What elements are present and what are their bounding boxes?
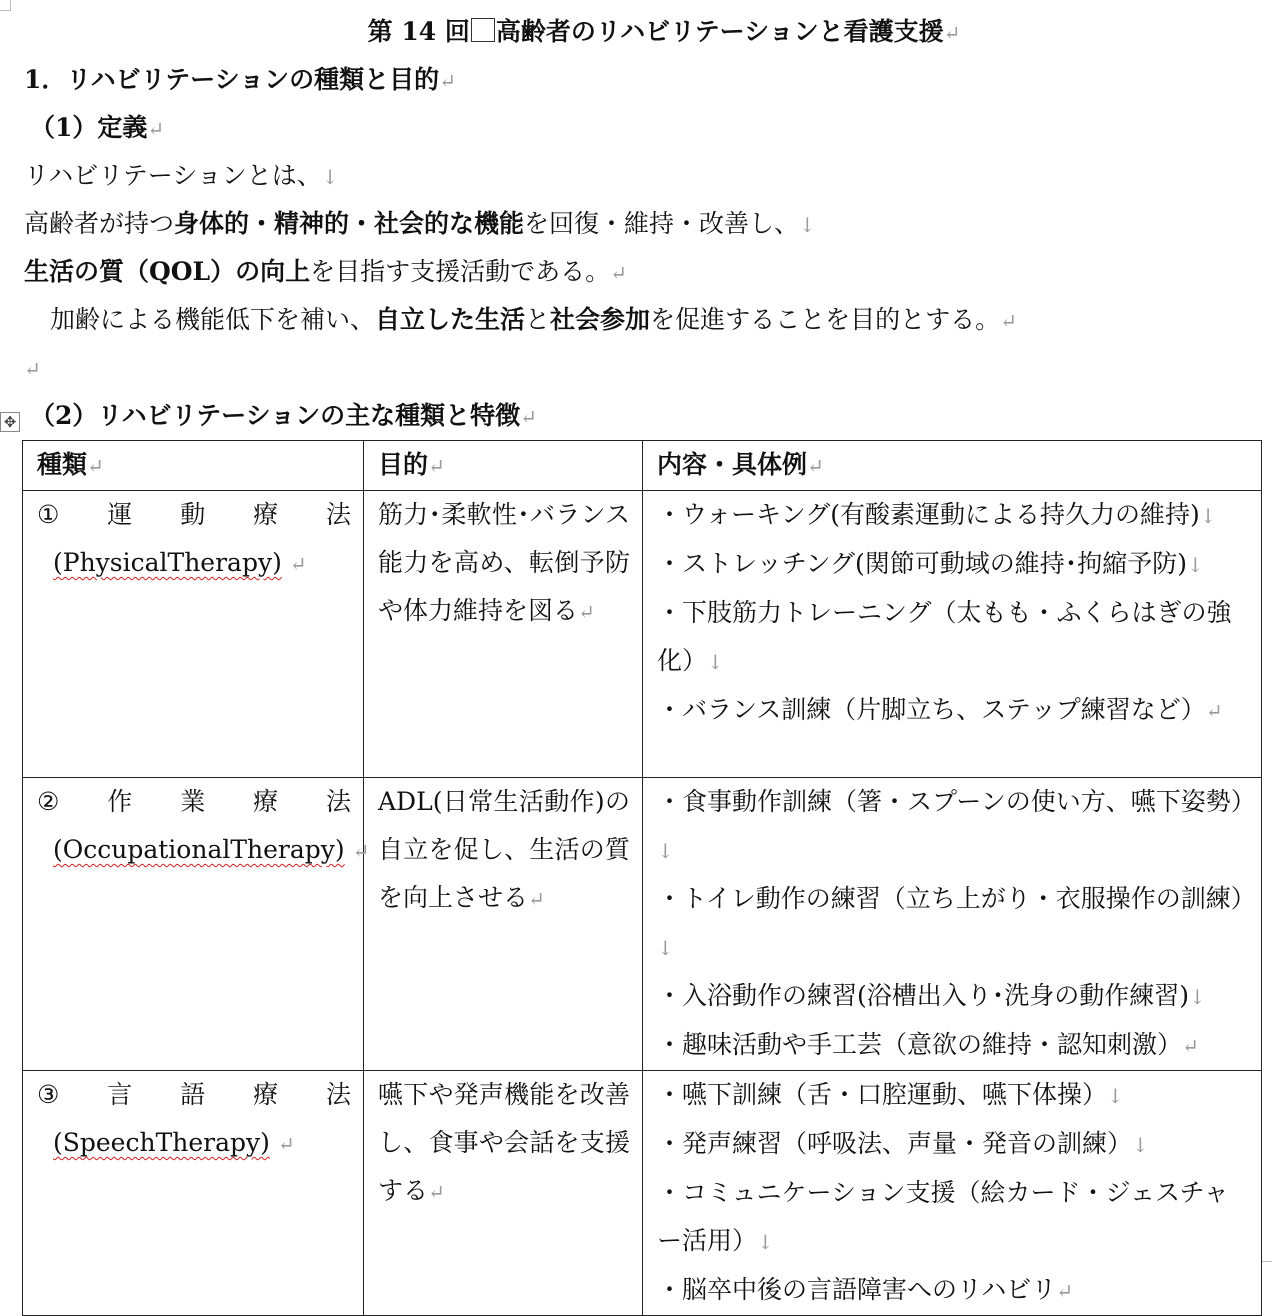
- header-cell-purpose: 目的↵: [364, 441, 643, 491]
- content-item: ・ストレッチング(関節可動域の維持･拘縮予防)↓: [657, 549, 1204, 578]
- content-item: ・コミュニケーション支援（絵カード・ジェスチャー活用）↓: [657, 1178, 1229, 1255]
- header-cell-content: 内容・具体例↵: [643, 441, 1262, 491]
- types-heading: （2）リハビリテーションの主な種類と特徴↵: [30, 401, 537, 430]
- content-item: ・趣味活動や手工芸（意欲の維持・認知刺激）↵: [657, 1030, 1199, 1059]
- content-cell: [643, 1071, 1262, 1316]
- document-body: [24, 8, 1264, 440]
- page-corner-bottom-right: [1261, 1261, 1272, 1272]
- section-heading-1: 1．リハビリテーションの種類と目的↵: [24, 65, 456, 94]
- rehab-types-table: [22, 440, 1262, 1316]
- content-cell: [643, 778, 1262, 1071]
- definition-line-4: 加齢による機能低下を補い、自立した生活と社会参加を促進することを目的とする。↵: [50, 305, 1017, 334]
- table-header-row: [23, 441, 1262, 491]
- type-cell: ② 作 業 療 法 (OccupationalTherapy) ↵: [23, 778, 364, 1071]
- table-move-handle-icon[interactable]: ✥: [0, 412, 20, 432]
- page-corner-top-left: [0, 0, 11, 11]
- content-item: ・下肢筋力トレーニング（太もも・ふくらはぎの強化）↓: [657, 598, 1232, 675]
- definition-line-1: リハビリテーションとは、↓: [24, 161, 339, 190]
- content-item: ・食事動作訓練（箸・スプーンの使い方、嚥下姿勢）↓: [657, 787, 1256, 863]
- type-cell: ① 運 動 療 法 (PhysicalTherapy) ↵: [23, 491, 364, 778]
- box-icon: [471, 18, 495, 42]
- definition-heading: （1）定義↵: [30, 113, 165, 142]
- type-english: (OccupationalTherapy): [53, 835, 345, 864]
- content-item: ・入浴動作の練習(浴槽出入り･洗身の動作練習)↓: [657, 981, 1206, 1010]
- purpose-cell: 嚥下や発声機能を改善し、食事や会話を支援する↵: [364, 1071, 643, 1316]
- type-name: ③ 言 語 療 法: [37, 1080, 351, 1109]
- content-item: ・嚥下訓練（舌・口腔運動、嚥下体操）↓: [657, 1080, 1124, 1109]
- content-item: ・ウォーキング(有酸素運動による持久力の維持)↓: [657, 500, 1217, 529]
- type-cell: ③ 言 語 療 法 (SpeechTherapy) ↵: [23, 1071, 364, 1316]
- content-item: ・発声練習（呼吸法、声量・発音の訓練）↓: [657, 1129, 1149, 1158]
- content-item: ・脳卒中後の言語障害へのリハビリ↵: [657, 1275, 1074, 1304]
- type-english: (SpeechTherapy): [53, 1128, 270, 1157]
- purpose-cell: 筋力･柔軟性･バランス能力を高め、転倒予防や体力維持を図る↵: [364, 491, 643, 778]
- definition-line-2: 高齢者が持つ身体的・精神的・社会的な機能を回復・維持・改善し、↓: [24, 209, 816, 238]
- table-row: [23, 1071, 1262, 1316]
- table-row: [23, 491, 1262, 778]
- empty-paragraph: ↵: [24, 357, 41, 381]
- type-name: ① 運 動 療 法: [37, 500, 351, 529]
- content-cell: [643, 491, 1262, 778]
- purpose-cell: ADL(日常生活動作)の自立を促し、生活の質を向上させる↵: [364, 778, 643, 1071]
- content-item: ・トイレ動作の練習（立ち上がり・衣服操作の訓練）↓: [657, 884, 1256, 960]
- content-item: ・バランス訓練（片脚立ち、ステップ練習など）↵: [657, 695, 1223, 724]
- type-english: (PhysicalTherapy): [53, 548, 282, 577]
- header-cell-type: 種類↵: [23, 441, 364, 491]
- page-title: 第 14 回 高齢者のリハビリテーションと看護支援↵: [367, 17, 961, 46]
- definition-line-3: 生活の質（QOL）の向上を目指す支援活動である。↵: [24, 257, 627, 286]
- type-name: ② 作 業 療 法: [37, 787, 351, 816]
- table-row: [23, 778, 1262, 1071]
